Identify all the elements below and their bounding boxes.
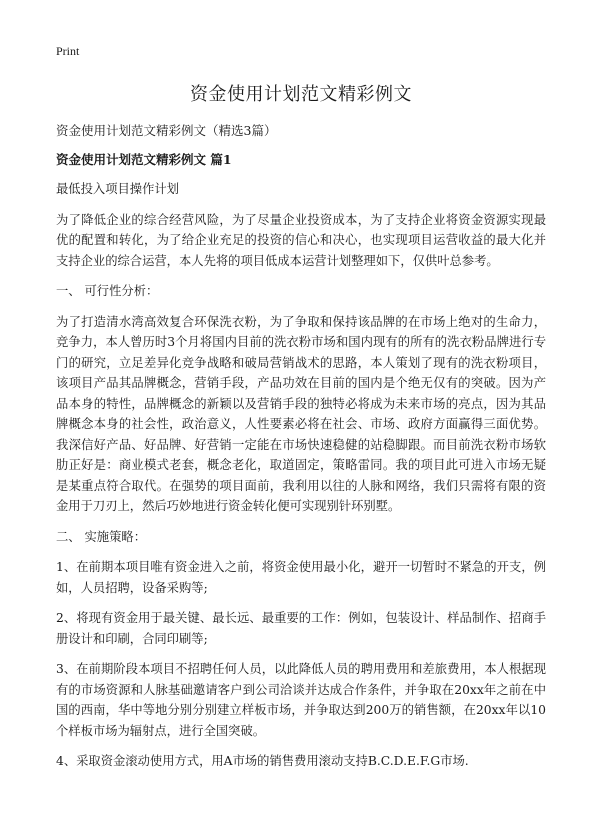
document-title: 资金使用计划范文精彩例文 bbox=[190, 84, 412, 105]
document-body bbox=[56, 179, 546, 782]
document-subtitle: 资金使用计划范文精彩例文（精选3篇） bbox=[56, 123, 277, 138]
print-link[interactable]: Print bbox=[56, 44, 80, 58]
heading-strategy: 二、 实施策略： bbox=[56, 529, 146, 544]
paragraph-strategy-2: 2、将现有资金用于最关键、最长远、最重要的工作：例如，包装设计、样品制作、招商手册设计和印刷，合同印刷等; bbox=[56, 611, 546, 646]
heading-feasibility: 一、 可行性分析： bbox=[56, 284, 159, 298]
paragraph-strategy-4: 4、采取资金滚动使用方式，用A市场的销售费用滚动支持B.C.D.E.F.G市场. bbox=[56, 754, 469, 768]
paragraph-strategy-1: 1、在前期本项目唯有资金进入之前，将资金使用最小化，避开一切暂时不紧急的开支，例如，人员招聘，设备采购等; bbox=[56, 560, 546, 595]
section-heading: 资金使用计划范文精彩例文 篇1 bbox=[56, 152, 232, 167]
paragraph-feasibility: 为了打造清水湾高效复合环保洗衣粉，为了争取和保持该品牌的在市场上绝对的生命力，竞争力，本人曾历时3个月将国内目前的洗衣粉市场和国内现有的所有的洗衣粉品牌进行专门的研究，立足差异化竞争战略和破局营销战术的思路，本人策划了现有的洗衣粉项目，该项目产品其品牌概念，营销手段，产品功效在目前的国内是个绝无仅有的突破。因为产品本身的特性，品牌概念的新颖以及营销手段的独特必将成为未来市场的亮点，因为其品牌概念本身的社会性，政治意义，人性要素必将在社会、市场、政府方面赢得三面优势。我深信好产品、好品牌、好营销一定能在市场快速稳健的站稳脚跟。而目前洗衣粉市场软肋正好是：商业模式老套，概念老化，取道固定，策略雷同。我的项目此可进入市场无疑是某重点符合取代。在强势的项目面前，我利用以往的人脉和网络，我们只需将有限的资金用于刀刃上，然后巧妙地进行资金转化便可实现别针环别墅。 bbox=[56, 314, 546, 513]
paragraph-strategy-3: 3、在前期阶段本项目不招聘任何人员，以此降低人员的聘用费用和差旅费用，本人根据现有的市场资源和人脉基础邀请客户到公司洽谈并达成合作条件，并争取在20xx年之前在中国的西南，华中等地分别分别建立样板市场，并争取达到200万的销售额，在20xx年以10个样板市场为辐射点，进行全国突破。 bbox=[56, 662, 546, 738]
paragraph-intro-title: 最低投入项目操作计划 bbox=[56, 182, 179, 196]
paragraph-intro: 为了降低企业的综合经营风险，为了尽量企业投资成本，为了支持企业将资金资源实现最优的配置和转化，为了给企业充足的投资的信心和决心，也实现项目运营收益的最大化并支持企业的综合运营，本人先将的项目低成本运营计划整理如下，仅供叶总参考。 bbox=[56, 212, 546, 268]
